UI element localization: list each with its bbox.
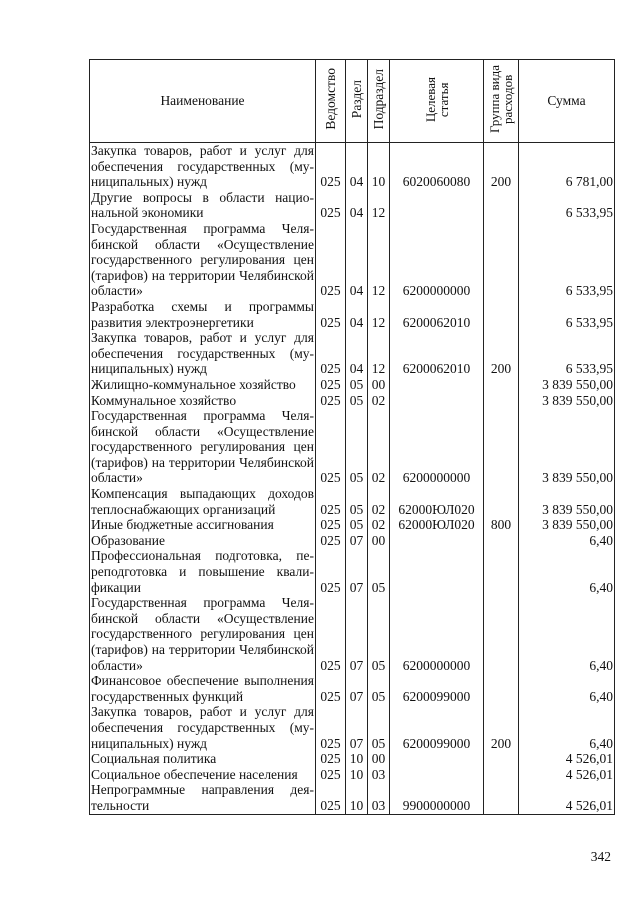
row-gruppa-cell: 200 xyxy=(484,704,519,751)
table-row xyxy=(90,393,615,409)
row-summa-cell: 3 839 550,00 xyxy=(519,408,615,486)
row-name-cell: Финансовое обеспечение выполнения государственных функций xyxy=(91,673,314,704)
row-vedomstvo-cell: 025 xyxy=(316,595,346,673)
row-podrazdel-cell: 12 xyxy=(368,330,390,377)
row-razdel-cell: 07 xyxy=(346,595,368,673)
row-podrazdel-cell: 03 xyxy=(368,782,390,814)
row-name-cell: Жилищно-коммунальное хозяйство xyxy=(90,377,316,393)
row-name-cell: Образование xyxy=(90,533,316,549)
row-name-cell: Государственная программа Челябинской области «Осуществление государственного регулирования цен (тарифов) на территории Челябинской области» xyxy=(91,595,314,673)
row-gruppa-cell xyxy=(484,673,519,704)
row-razdel-cell: 04 xyxy=(346,221,368,299)
row-razdel-cell: 07 xyxy=(346,704,368,751)
row-razdel-cell: 05 xyxy=(346,408,368,486)
row-vedomstvo-cell: 025 xyxy=(316,486,346,517)
row-gruppa-cell xyxy=(484,377,519,393)
table-row xyxy=(90,299,615,330)
row-gruppa-cell xyxy=(484,486,519,517)
row-summa-cell: 4 526,01 xyxy=(519,767,615,783)
row-celevaya-cell: 6200099000 xyxy=(390,704,484,751)
row-vedomstvo-cell: 025 xyxy=(316,704,346,751)
table-row xyxy=(90,486,615,517)
row-razdel-cell: 05 xyxy=(346,393,368,409)
table-row xyxy=(90,143,615,190)
row-gruppa-cell xyxy=(484,782,519,814)
header-name: Наименование xyxy=(90,60,316,143)
row-celevaya-cell xyxy=(390,751,484,767)
row-celevaya-cell xyxy=(390,767,484,783)
page-number: 342 xyxy=(590,849,611,864)
row-gruppa-cell: 200 xyxy=(484,330,519,377)
table-row xyxy=(90,330,615,377)
row-name-cell: Государственная программа Челябинской области «Осуществление государственного регулирования цен (тарифов) на территории Челябинской области» xyxy=(91,408,314,486)
row-name-cell: Государственная программа Челябинской области «Осуществление государственного регулирования цен (тарифов) на территории Челябинской области» xyxy=(91,220,314,299)
row-vedomstvo-cell: 025 xyxy=(316,782,346,814)
row-name-cell: Другие вопросы в области национальной экономики xyxy=(91,189,314,221)
header-razdel: Раздел xyxy=(346,60,368,143)
row-razdel-cell: 10 xyxy=(346,751,368,767)
table-row xyxy=(90,673,615,704)
row-gruppa-cell xyxy=(484,408,519,486)
row-podrazdel-cell: 02 xyxy=(368,393,390,409)
row-podrazdel-cell: 00 xyxy=(368,751,390,767)
row-gruppa-cell xyxy=(484,190,519,221)
row-gruppa-cell xyxy=(484,221,519,299)
row-vedomstvo-cell: 025 xyxy=(316,393,346,409)
table-row xyxy=(90,517,615,533)
row-celevaya-cell: 6200000000 xyxy=(390,595,484,673)
row-podrazdel-cell: 00 xyxy=(368,377,390,393)
row-razdel-cell: 10 xyxy=(346,782,368,814)
table-row xyxy=(90,377,615,393)
row-razdel-cell: 04 xyxy=(346,299,368,330)
row-gruppa-cell: 800 xyxy=(484,517,519,533)
table-row xyxy=(90,221,615,299)
table-row xyxy=(90,190,615,221)
row-podrazdel-cell: 03 xyxy=(368,767,390,783)
row-podrazdel-cell: 12 xyxy=(368,190,390,221)
row-vedomstvo-cell: 025 xyxy=(316,299,346,330)
row-vedomstvo-cell: 025 xyxy=(316,767,346,783)
row-podrazdel-cell: 05 xyxy=(368,595,390,673)
table-body xyxy=(90,143,615,815)
row-razdel-cell: 04 xyxy=(346,143,368,190)
row-gruppa-cell xyxy=(484,533,519,549)
row-razdel-cell: 05 xyxy=(346,517,368,533)
row-vedomstvo-cell: 025 xyxy=(316,517,346,533)
row-summa-cell: 6,40 xyxy=(519,704,615,751)
row-razdel-cell: 04 xyxy=(346,190,368,221)
table-header xyxy=(90,60,615,143)
row-podrazdel-cell: 00 xyxy=(368,533,390,549)
row-summa-cell: 6 533,95 xyxy=(519,330,615,377)
table-row xyxy=(90,767,615,783)
row-podrazdel-cell: 02 xyxy=(368,486,390,517)
row-name-cell: Социальное обеспечение населения xyxy=(90,767,316,783)
row-summa-cell: 6 533,95 xyxy=(519,221,615,299)
row-celevaya-cell: 6200000000 xyxy=(390,221,484,299)
row-summa-cell: 4 526,01 xyxy=(519,751,615,767)
row-podrazdel-cell: 10 xyxy=(368,143,390,190)
row-vedomstvo-cell: 025 xyxy=(316,673,346,704)
row-celevaya-cell xyxy=(390,533,484,549)
row-summa-cell: 3 839 550,00 xyxy=(519,486,615,517)
row-gruppa-cell xyxy=(484,299,519,330)
row-celevaya-cell xyxy=(390,190,484,221)
row-summa-cell: 6,40 xyxy=(519,533,615,549)
header-vedomstvo: Ведомство xyxy=(316,60,346,143)
row-summa-cell: 3 839 550,00 xyxy=(519,393,615,409)
row-name-cell: Закупка товаров, работ и услуг для обеспечения государственных (муниципальных) нужд xyxy=(91,704,314,751)
row-gruppa-cell xyxy=(484,595,519,673)
row-gruppa-cell: 200 xyxy=(484,143,519,190)
row-summa-cell: 6 781,00 xyxy=(519,143,615,190)
header-summa: Сумма xyxy=(519,60,615,143)
row-summa-cell: 3 839 550,00 xyxy=(519,377,615,393)
row-podrazdel-cell: 02 xyxy=(368,408,390,486)
row-summa-cell: 3 839 550,00 xyxy=(519,517,615,533)
row-name-cell: Закупка товаров, работ и услуг для обеспечения государственных (муниципальных) нужд xyxy=(91,143,314,190)
table-row xyxy=(90,751,615,767)
row-vedomstvo-cell: 025 xyxy=(316,377,346,393)
row-razdel-cell: 05 xyxy=(346,377,368,393)
row-vedomstvo-cell: 025 xyxy=(316,190,346,221)
row-vedomstvo-cell: 025 xyxy=(316,221,346,299)
row-vedomstvo-cell: 025 xyxy=(316,143,346,190)
row-name-cell: Непрограммные направления деятельности xyxy=(91,782,314,813)
row-name-cell: Иные бюджетные ассигнования xyxy=(90,517,316,533)
row-vedomstvo-cell: 025 xyxy=(316,533,346,549)
row-summa-cell: 6 533,95 xyxy=(519,190,615,221)
row-podrazdel-cell: 05 xyxy=(368,673,390,704)
budget-table xyxy=(89,59,615,815)
table-row xyxy=(90,408,615,486)
row-celevaya-cell: 62000ЮЛ020 xyxy=(390,486,484,517)
row-razdel-cell: 05 xyxy=(346,486,368,517)
header-celevaya-statya: Целевая статья xyxy=(390,60,484,143)
row-gruppa-cell xyxy=(484,393,519,409)
row-podrazdel-cell: 12 xyxy=(368,221,390,299)
table-row xyxy=(90,548,615,595)
row-name-cell: Разработка схемы и программы развития электроэнергетики xyxy=(91,298,314,330)
header-podrazdel: Подраздел xyxy=(368,60,390,143)
row-celevaya-cell: 6200062010 xyxy=(390,299,484,330)
table-row xyxy=(90,704,615,751)
row-vedomstvo-cell: 025 xyxy=(316,548,346,595)
row-vedomstvo-cell: 025 xyxy=(316,330,346,377)
row-razdel-cell: 04 xyxy=(346,330,368,377)
row-summa-cell: 6 533,95 xyxy=(519,299,615,330)
row-celevaya-cell: 6020060080 xyxy=(390,143,484,190)
row-razdel-cell: 10 xyxy=(346,767,368,783)
row-summa-cell: 4 526,01 xyxy=(519,782,615,814)
row-celevaya-cell: 6200099000 xyxy=(390,673,484,704)
table-row xyxy=(90,782,615,814)
row-vedomstvo-cell: 025 xyxy=(316,408,346,486)
row-podrazdel-cell: 05 xyxy=(368,548,390,595)
row-podrazdel-cell: 12 xyxy=(368,299,390,330)
table-row xyxy=(90,595,615,673)
row-podrazdel-cell: 02 xyxy=(368,517,390,533)
row-name-cell: Профессиональная подготовка, переподготовка и повышение квалификации xyxy=(91,548,314,595)
row-summa-cell: 6,40 xyxy=(519,673,615,704)
row-name-cell: Социальная политика xyxy=(90,751,316,767)
row-celevaya-cell: 9900000000 xyxy=(390,782,484,814)
row-razdel-cell: 07 xyxy=(346,533,368,549)
row-name-cell: Компенсация выпадающих доходов теплоснабжающих организаций xyxy=(91,486,314,517)
row-celevaya-cell: 62000ЮЛ020 xyxy=(390,517,484,533)
row-celevaya-cell xyxy=(390,393,484,409)
row-podrazdel-cell: 05 xyxy=(368,704,390,751)
table-row xyxy=(90,533,615,549)
row-summa-cell: 6,40 xyxy=(519,595,615,673)
row-celevaya-cell: 6200000000 xyxy=(390,408,484,486)
row-gruppa-cell xyxy=(484,548,519,595)
row-celevaya-cell xyxy=(390,377,484,393)
header-gruppa-vida-rashodov: Группа вида расходов xyxy=(484,60,519,143)
row-celevaya-cell: 6200062010 xyxy=(390,330,484,377)
row-celevaya-cell xyxy=(390,548,484,595)
row-razdel-cell: 07 xyxy=(346,548,368,595)
row-name-cell: Коммунальное хозяйство xyxy=(90,393,316,409)
row-razdel-cell: 07 xyxy=(346,673,368,704)
row-gruppa-cell xyxy=(484,767,519,783)
row-summa-cell: 6,40 xyxy=(519,548,615,595)
row-gruppa-cell xyxy=(484,751,519,767)
row-vedomstvo-cell: 025 xyxy=(316,751,346,767)
row-name-cell: Закупка товаров, работ и услуг для обеспечения государственных (муниципальных) нужд xyxy=(91,330,314,377)
